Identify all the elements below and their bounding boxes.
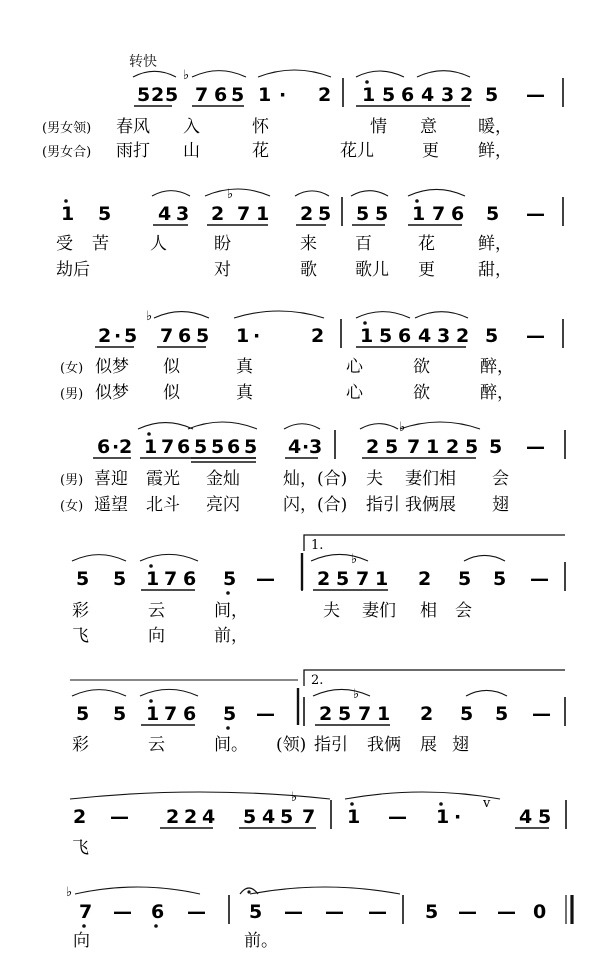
slur bbox=[234, 311, 324, 318]
note: 5 bbox=[211, 436, 225, 458]
note: 3 bbox=[309, 436, 323, 458]
note: 7 bbox=[356, 568, 370, 590]
note: 5 bbox=[249, 901, 263, 923]
note: 5 bbox=[385, 436, 399, 458]
slur bbox=[345, 792, 500, 799]
note: 5 bbox=[76, 703, 90, 725]
lyric: 飞 bbox=[72, 626, 89, 646]
lyric: 似 bbox=[163, 357, 180, 377]
octave-dot-above bbox=[147, 432, 151, 436]
lyric: 向 bbox=[148, 626, 165, 646]
octave-dot-above bbox=[350, 802, 354, 806]
note: 2 bbox=[166, 806, 180, 828]
lyric: 向 bbox=[73, 931, 90, 951]
note: 7 bbox=[302, 806, 316, 828]
note: 3 bbox=[441, 84, 455, 106]
lyric: 夫 bbox=[323, 601, 340, 621]
note: 4 bbox=[418, 325, 432, 347]
note: 2 bbox=[420, 703, 434, 725]
volta-number: 1. bbox=[311, 538, 324, 553]
note: 6 bbox=[401, 84, 415, 106]
octave-dot-below bbox=[226, 591, 230, 595]
slur bbox=[284, 424, 320, 429]
lyric: 闪，(合) bbox=[283, 495, 348, 515]
note: 6 bbox=[97, 436, 111, 458]
slur bbox=[140, 554, 198, 561]
octave-dot-above bbox=[64, 199, 68, 203]
slur bbox=[258, 70, 331, 77]
lyric: 醉， bbox=[480, 357, 514, 377]
note: 7 bbox=[79, 901, 93, 923]
lyric: 金灿 bbox=[206, 469, 240, 489]
lyric: 会 bbox=[492, 469, 509, 489]
slur bbox=[415, 312, 468, 318]
slur bbox=[133, 71, 176, 77]
note: 3 bbox=[437, 325, 451, 347]
octave-dot-above bbox=[149, 699, 153, 703]
lyric: 对 bbox=[214, 260, 231, 280]
dash-extension: — bbox=[532, 703, 551, 725]
lyric: 妻们相 bbox=[405, 469, 456, 489]
note: 5 bbox=[485, 325, 499, 347]
fermata-dot bbox=[247, 890, 250, 893]
slur bbox=[356, 71, 404, 77]
lyric: 心 bbox=[346, 383, 363, 403]
note: 5 bbox=[379, 325, 393, 347]
slur bbox=[466, 690, 507, 696]
voice-label: (男女合) bbox=[42, 145, 92, 160]
note: 1 bbox=[375, 568, 389, 590]
note: 7 bbox=[161, 436, 175, 458]
note: 2 bbox=[73, 806, 87, 828]
dash-extension: — bbox=[110, 806, 129, 828]
slur bbox=[72, 690, 126, 696]
note: 2 bbox=[317, 568, 331, 590]
lyric: 间。 bbox=[214, 735, 248, 755]
note: 5 bbox=[165, 84, 179, 106]
dash-extension: — bbox=[526, 325, 545, 347]
note: 7 bbox=[195, 84, 209, 106]
note: 4 bbox=[158, 203, 172, 225]
note: 2 bbox=[211, 203, 225, 225]
octave-dot-above bbox=[365, 80, 369, 84]
slur bbox=[295, 191, 329, 196]
lyric: 苦 bbox=[92, 234, 109, 254]
slur bbox=[75, 887, 200, 894]
note: · bbox=[279, 84, 287, 106]
note: v bbox=[483, 796, 491, 811]
note: 7 bbox=[164, 568, 178, 590]
note: 7 bbox=[160, 325, 174, 347]
note: 6 bbox=[398, 325, 412, 347]
note: 2 bbox=[446, 436, 460, 458]
lyric: 欲 bbox=[413, 357, 430, 377]
note: 1 bbox=[258, 84, 272, 106]
voice-label: (男) bbox=[60, 387, 84, 402]
lyric: 山 bbox=[183, 141, 200, 161]
dash-extension: — bbox=[113, 901, 132, 923]
lyric: 受 bbox=[56, 234, 73, 254]
note: 1 bbox=[144, 436, 158, 458]
slur bbox=[250, 887, 400, 894]
note: 5 bbox=[493, 568, 507, 590]
lyric: 暖， bbox=[478, 117, 512, 137]
slur bbox=[360, 424, 398, 429]
lyric: 歌 bbox=[300, 260, 317, 280]
lyric: 鲜， bbox=[478, 141, 512, 161]
note: · bbox=[253, 325, 261, 347]
flat-sign: ♭ bbox=[399, 420, 406, 435]
slur bbox=[154, 312, 209, 318]
slur bbox=[311, 554, 368, 561]
note: 6 bbox=[451, 203, 465, 225]
note: 2 bbox=[319, 703, 333, 725]
note: 4 bbox=[202, 806, 216, 828]
lyric: 云 bbox=[148, 735, 165, 755]
note: 6 bbox=[183, 703, 197, 725]
lyric: 更 bbox=[422, 141, 439, 161]
note: 5 bbox=[495, 703, 509, 725]
note: 1 bbox=[236, 325, 250, 347]
lyric: 夫 bbox=[366, 469, 383, 489]
voice-label: (女) bbox=[60, 361, 84, 376]
note: 5 bbox=[231, 84, 245, 106]
flat-sign: ♭ bbox=[146, 309, 153, 324]
lyric: 指引 bbox=[314, 735, 348, 755]
lyric: 劫后 bbox=[56, 260, 90, 280]
octave-dot-below bbox=[154, 924, 158, 928]
flat-sign: ♭ bbox=[66, 885, 73, 900]
slur bbox=[400, 422, 480, 429]
note: 5 bbox=[425, 901, 439, 923]
dash-extension: — bbox=[497, 901, 516, 923]
note: 4 bbox=[262, 806, 276, 828]
volta-bracket bbox=[304, 670, 565, 686]
dash-extension: — bbox=[530, 568, 549, 590]
slur bbox=[464, 555, 505, 561]
lyric: 怀 bbox=[252, 117, 269, 137]
slur bbox=[205, 189, 270, 196]
lyric: 飞 bbox=[72, 838, 89, 858]
slur bbox=[72, 555, 126, 561]
lyric: 心 bbox=[346, 357, 363, 377]
octave-dot-below bbox=[226, 726, 230, 730]
lyric: 霞光 bbox=[146, 469, 180, 489]
dash-extension: — bbox=[458, 901, 477, 923]
note: 2 bbox=[366, 436, 380, 458]
lyric: 会 bbox=[455, 601, 472, 621]
dash-extension: — bbox=[325, 901, 344, 923]
octave-dot-below bbox=[82, 924, 86, 928]
lyric: 翅 bbox=[452, 735, 469, 755]
note: 2 bbox=[300, 203, 314, 225]
dash-extension: — bbox=[256, 703, 275, 725]
note: 5 bbox=[382, 84, 396, 106]
lyric: 间， bbox=[214, 601, 248, 621]
lyric: 似梦 bbox=[95, 357, 129, 377]
note: 5 bbox=[338, 703, 352, 725]
lyric: 我俩展 bbox=[405, 495, 456, 515]
note: 2 bbox=[456, 325, 470, 347]
note: 4 bbox=[421, 84, 435, 106]
note: 1 bbox=[360, 325, 374, 347]
dash-extension: — bbox=[526, 84, 545, 106]
note: 5 bbox=[223, 568, 237, 590]
note: 2 bbox=[119, 436, 133, 458]
dash-extension: — bbox=[388, 806, 407, 828]
note: 1 bbox=[347, 806, 361, 828]
voice-label: (女) bbox=[60, 499, 84, 514]
lyric: 彩 bbox=[72, 601, 89, 621]
lyric: 欲 bbox=[413, 383, 430, 403]
lyric: 入 bbox=[183, 117, 200, 137]
note: 7 bbox=[164, 703, 178, 725]
note: 7 bbox=[237, 203, 251, 225]
note: 5 bbox=[137, 84, 151, 106]
note: 1 bbox=[426, 436, 440, 458]
slur bbox=[152, 191, 190, 196]
lyric: 北斗 bbox=[146, 495, 180, 515]
note: 6 bbox=[183, 568, 197, 590]
slur bbox=[313, 689, 370, 696]
note: 1 bbox=[146, 568, 160, 590]
note: 2 bbox=[151, 84, 165, 106]
flat-sign: ♭ bbox=[183, 68, 190, 83]
octave-dot-above bbox=[439, 802, 443, 806]
lyric: 亮闪 bbox=[206, 495, 240, 515]
note: 5 bbox=[243, 806, 257, 828]
note: 5 bbox=[486, 203, 500, 225]
slur bbox=[138, 423, 193, 429]
lyric: 甜， bbox=[478, 260, 512, 280]
note: 1 bbox=[256, 203, 270, 225]
note: 1 bbox=[362, 84, 376, 106]
lyric: 花 bbox=[252, 141, 269, 161]
note: 5 bbox=[76, 568, 90, 590]
dash-extension: — bbox=[526, 203, 545, 225]
note: 5 bbox=[465, 436, 479, 458]
note: 5 bbox=[98, 203, 112, 225]
note: 0 bbox=[533, 901, 547, 923]
note: 5 bbox=[460, 703, 474, 725]
note: 1 bbox=[377, 703, 391, 725]
lyric: 似 bbox=[163, 383, 180, 403]
note: 2 bbox=[318, 84, 332, 106]
flat-sign: ♭ bbox=[291, 790, 298, 805]
note: 5 bbox=[356, 203, 370, 225]
lyric: 雨打 bbox=[116, 141, 150, 161]
lyric: 更 bbox=[418, 260, 435, 280]
lyric: 彩 bbox=[72, 735, 89, 755]
lyric: 喜迎 bbox=[94, 469, 128, 489]
slur bbox=[188, 422, 257, 429]
note: 5 bbox=[223, 703, 237, 725]
lyric: 翅 bbox=[492, 495, 509, 515]
note: 2 bbox=[460, 84, 474, 106]
note: 5 bbox=[538, 806, 552, 828]
lyric: 意 bbox=[420, 117, 437, 137]
note: 5 bbox=[458, 568, 472, 590]
note: 6 bbox=[177, 436, 191, 458]
dash-extension: — bbox=[368, 901, 387, 923]
note: 5 bbox=[194, 436, 208, 458]
note: 1 bbox=[146, 703, 160, 725]
note: 5 bbox=[124, 325, 138, 347]
volta-number: 2. bbox=[311, 673, 324, 688]
lyric: 前， bbox=[214, 626, 248, 646]
lyric: 醉， bbox=[480, 383, 514, 403]
lyric: 真 bbox=[236, 357, 253, 377]
note: · bbox=[302, 436, 310, 458]
note: · bbox=[454, 806, 462, 828]
lyric: 似梦 bbox=[95, 383, 129, 403]
voice-label: (男) bbox=[60, 473, 84, 488]
note: 5 bbox=[375, 203, 389, 225]
note: 5 bbox=[485, 84, 499, 106]
slur bbox=[408, 189, 465, 196]
lyric: 遥望 bbox=[94, 495, 128, 515]
flat-sign: ♭ bbox=[227, 187, 234, 202]
lyric: 云 bbox=[148, 601, 165, 621]
note: 1 bbox=[412, 203, 426, 225]
octave-dot-above bbox=[363, 321, 367, 325]
note: 5 bbox=[318, 203, 332, 225]
note: 5 bbox=[113, 703, 127, 725]
slur bbox=[192, 71, 246, 77]
note: 4 bbox=[519, 806, 533, 828]
lyric: 相 bbox=[420, 601, 437, 621]
note: 5 bbox=[244, 436, 258, 458]
lyric: 春风 bbox=[116, 117, 150, 137]
note: 1 bbox=[61, 203, 75, 225]
note: 7 bbox=[432, 203, 446, 225]
octave-dot-above bbox=[149, 564, 153, 568]
note: 5 bbox=[280, 806, 294, 828]
note: 6 bbox=[227, 436, 241, 458]
slur bbox=[417, 71, 470, 77]
note: 2 bbox=[311, 325, 325, 347]
voice-label: (男女领) bbox=[42, 121, 92, 136]
note: 7 bbox=[407, 436, 421, 458]
lyric: 灿，(合) bbox=[283, 469, 348, 489]
note: 6 bbox=[151, 901, 165, 923]
note: 7 bbox=[358, 703, 372, 725]
lyric: 情 bbox=[370, 117, 387, 137]
note: 2 bbox=[418, 568, 432, 590]
lyric: 来 bbox=[300, 234, 317, 254]
lyric: 歌儿 bbox=[355, 260, 389, 280]
octave-dot-above bbox=[415, 199, 419, 203]
dash-extension: — bbox=[187, 901, 206, 923]
tempo-marking: 转快 bbox=[129, 54, 157, 70]
note: 6 bbox=[178, 325, 192, 347]
lyric: 妻们 bbox=[362, 601, 396, 621]
lyric: 我俩 bbox=[367, 735, 401, 755]
dash-extension: — bbox=[284, 901, 303, 923]
dash-extension: — bbox=[256, 568, 275, 590]
note: 2 bbox=[184, 806, 198, 828]
note: 1 bbox=[436, 806, 450, 828]
lyric: 真 bbox=[236, 383, 253, 403]
slur bbox=[351, 191, 388, 196]
slur bbox=[140, 689, 198, 696]
note: 5 bbox=[336, 568, 350, 590]
lyric: 花儿 bbox=[340, 141, 374, 161]
lyric: 花 bbox=[418, 234, 435, 254]
note: 5 bbox=[196, 325, 210, 347]
lyric: 指引 bbox=[366, 495, 400, 515]
lyric: 盼 bbox=[214, 234, 231, 254]
dash-extension: — bbox=[526, 436, 545, 458]
lyric: 前。 bbox=[244, 931, 278, 951]
note: 6 bbox=[214, 84, 228, 106]
note: 3 bbox=[176, 203, 190, 225]
lyric: 展 bbox=[420, 735, 437, 755]
note: 2 bbox=[98, 325, 112, 347]
lyric: 鲜， bbox=[478, 234, 512, 254]
slur bbox=[356, 312, 410, 318]
lyric: 人 bbox=[150, 234, 167, 254]
note: 5 bbox=[113, 568, 127, 590]
note: 4 bbox=[288, 436, 302, 458]
flat-sign: ♭ bbox=[353, 687, 360, 702]
note: 5 bbox=[489, 436, 503, 458]
flat-sign: ♭ bbox=[351, 552, 358, 567]
lyric: (领) bbox=[276, 735, 307, 755]
note: · bbox=[114, 325, 122, 347]
lyric: 百 bbox=[355, 234, 372, 254]
volta-bracket bbox=[304, 535, 565, 551]
note: · bbox=[112, 436, 120, 458]
